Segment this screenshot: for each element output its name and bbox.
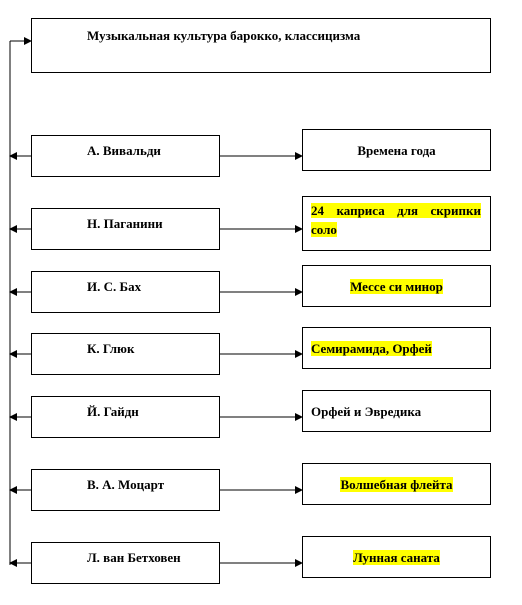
highlighted-text: Мессе си минор bbox=[350, 279, 443, 294]
composer-name: К. Глюк bbox=[87, 341, 135, 356]
highlighted-text: Семирамида, Орфей bbox=[311, 341, 432, 356]
work-title bbox=[302, 277, 491, 296]
highlighted-text: Лунная саната bbox=[353, 550, 440, 565]
work-title bbox=[302, 475, 491, 494]
highlighted-text: Волшебная флейта bbox=[340, 477, 453, 492]
work-title: Времена года bbox=[357, 143, 436, 158]
work-title: Орфей и Эвредика bbox=[311, 404, 422, 419]
composer-name: Л. ван Бетховен bbox=[87, 550, 181, 565]
composer-name: А. Вивальди bbox=[87, 143, 161, 158]
composer-name: Н. Паганини bbox=[87, 216, 163, 231]
work-title bbox=[302, 548, 491, 567]
composer-name: И. С. Бах bbox=[87, 279, 142, 294]
highlighted-text: 24 каприса для скрипки соло bbox=[311, 203, 481, 237]
composer-name: Й. Гайдн bbox=[87, 404, 139, 419]
work-title bbox=[311, 201, 481, 239]
composer-name: В. А. Моцарт bbox=[87, 477, 165, 492]
page-title: Музыкальная культура барокко, классицизма bbox=[87, 28, 361, 43]
work-title bbox=[311, 339, 432, 358]
